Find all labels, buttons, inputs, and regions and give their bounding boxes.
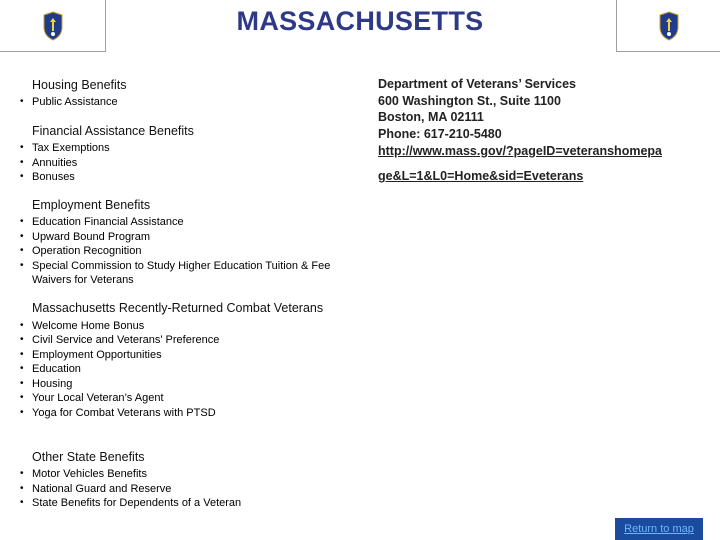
- list-item: • State Benefits for Dependents of a Veteran: [18, 496, 363, 511]
- return-to-map-link[interactable]: Return to map: [615, 518, 703, 540]
- list-item: • Public Assistance: [18, 95, 363, 110]
- department-name: Department of Veterans’ Services: [378, 77, 577, 91]
- list-item: • National Guard and Reserve: [18, 482, 363, 497]
- financial-benefits-section: [18, 124, 363, 185]
- section-heading: Housing Benefits: [32, 78, 127, 92]
- bullet-list: [18, 141, 363, 185]
- city-state-zip: Boston, MA 02111: [378, 110, 484, 124]
- other-state-benefits-section: [18, 450, 363, 511]
- combat-veterans-section: [18, 300, 363, 420]
- page-title: MASSACHUSETTS: [236, 6, 484, 36]
- list-item: • Upward Bound Program: [18, 230, 363, 245]
- phone-number: Phone: 617-210-5480: [378, 126, 502, 141]
- list-item: • Civil Service and Veterans' Preference: [18, 333, 363, 348]
- employment-benefits-section: [18, 198, 363, 288]
- section-heading: Massachusetts Recently-Returned Combat Veterans: [32, 301, 324, 315]
- housing-benefits-section: [18, 78, 363, 110]
- section-heading: Other State Benefits: [32, 450, 145, 464]
- list-item: • Operation Recognition: [18, 244, 363, 259]
- list-item: • Bonuses: [18, 170, 363, 185]
- list-item: • Special Commission to Study Higher Education Tuition & Fee Waivers for Veterans: [18, 259, 363, 288]
- section-heading: Financial Assistance Benefits: [32, 124, 194, 138]
- bullet-list: [18, 215, 363, 288]
- section-heading: Employment Benefits: [32, 198, 151, 212]
- massachusetts-seal-icon: [658, 11, 680, 41]
- list-item: • Education Financial Assistance: [18, 215, 363, 230]
- bullet-list: [18, 319, 363, 421]
- list-item: • Yoga for Combat Veterans with PTSD: [18, 406, 363, 421]
- list-item: • Employment Opportunities: [18, 348, 363, 363]
- contact-block: [378, 76, 668, 189]
- list-item: • Education: [18, 362, 363, 377]
- street-address: 600 Washington St., Suite 1100: [378, 93, 561, 108]
- list-item: • Welcome Home Bonus: [18, 319, 363, 334]
- list-item: • Your Local Veteran’s Agent: [18, 391, 363, 406]
- list-item: • Motor Vehicles Benefits: [18, 467, 363, 482]
- right-logo-box: [616, 0, 720, 52]
- bullet-list: [18, 467, 363, 511]
- bullet-list: [18, 95, 363, 110]
- department-website-link[interactable]: http://www.mass.gov/?pageID=veteranshomepage&L=1&L0=Home&sid=Eveterans: [378, 144, 662, 183]
- list-item: • Annuities: [18, 156, 363, 171]
- list-item: • Tax Exemptions: [18, 141, 363, 156]
- list-item: • Housing: [18, 377, 363, 392]
